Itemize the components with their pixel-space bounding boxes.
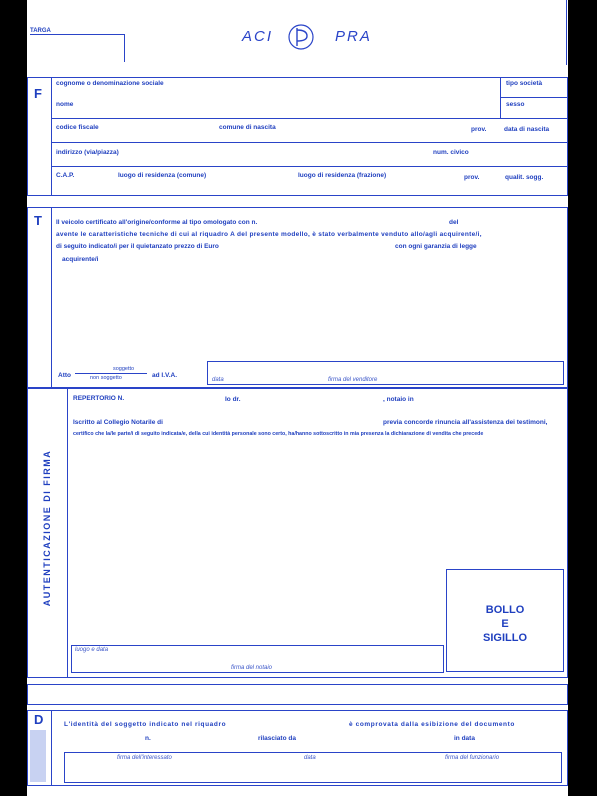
side-stamp-strip <box>30 730 46 782</box>
d-n-label: n. <box>145 735 151 742</box>
qualit-sogg-label: qualit. sogg. <box>505 174 544 181</box>
firma-venditore-label: firma del venditore <box>328 377 378 383</box>
indirizzo-label: indirizzo (via/piazza) <box>56 149 119 156</box>
nome-label: nome <box>56 101 74 108</box>
non-soggetto-label: non soggetto <box>90 375 122 381</box>
sigillo-text: SIGILLO <box>483 632 527 644</box>
in-data-label: in data <box>454 735 475 742</box>
auth-section-divider <box>67 388 68 678</box>
t-line3-right: con ogni garanzia di legge <box>395 243 477 250</box>
certifico-label: certifico che la/le parte/i di seguito indicata/e, della cui identità personale sono certo, ha/hanno sottoscritto in mia presenza la dichiarazione di vendita che precede <box>73 431 484 437</box>
io-dr-label: Io dr. <box>225 396 241 403</box>
t-line2: avente le caratteristiche tecniche di cui al riquadro A del presente modello, è stato verbalmente venduto allo/agli acquirente/i, <box>56 231 482 238</box>
firma-notaio-label: firma del notaio <box>231 665 273 671</box>
section-f-letter: F <box>34 86 42 101</box>
targa-box-right <box>124 34 125 62</box>
rilasciato-label: rilasciato da <box>258 735 296 742</box>
bollo-sigillo-text <box>446 603 564 645</box>
previa-label: previa concorde rinuncia all'assistenza dei testimoni, <box>383 419 548 426</box>
section-d-divider <box>51 710 52 786</box>
tipo-societa-label: tipo società <box>506 80 543 87</box>
document-page <box>27 0 568 796</box>
repertorio-label: REPERTORIO N. <box>73 395 125 402</box>
ad-iva-label: ad I.V.A. <box>152 372 178 379</box>
notaio-in-label: , notaio in <box>383 396 414 403</box>
blank-row-box <box>27 684 568 705</box>
iscritto-label: Iscritto al Collegio Notarile di <box>73 419 163 426</box>
d-data-label: data <box>304 755 316 761</box>
atto-label: Atto <box>58 372 71 379</box>
venditore-signature-box <box>207 361 564 385</box>
targa-label: TARGA <box>30 28 51 34</box>
auth-vertical-label: AUTENTICAZIONE DI FIRMA <box>42 449 52 607</box>
section-f-divider <box>51 77 52 196</box>
f-row-line-1 <box>51 118 568 119</box>
luogo-frazione-label: luogo di residenza (frazione) <box>298 172 387 179</box>
f-col-line-2 <box>500 97 568 98</box>
cognome-label: cognome o denominazione sociale <box>56 80 164 87</box>
atto-fraction-line <box>75 373 147 374</box>
data-nascita-label: data di nascita <box>504 126 550 133</box>
section-d-letter: D <box>34 712 44 727</box>
codice-fiscale-label: codice fiscale <box>56 124 99 131</box>
t-data-label: data <box>212 377 224 383</box>
luogo-data-label: luogo e data <box>75 647 109 653</box>
t-acquirente: acquirente/i <box>62 256 99 263</box>
cap-label: C.A.P. <box>56 172 75 179</box>
logo-pra: PRA <box>335 28 372 45</box>
bollo-text: BOLLO <box>485 604 525 616</box>
prov2-label: prov. <box>464 174 480 181</box>
e-text: E <box>501 618 509 630</box>
logo-aci: ACI <box>242 28 274 45</box>
identita-label: L'identità del soggetto indicato nel riquadro <box>64 721 227 728</box>
t-line1-del: del <box>449 219 459 226</box>
firma-interessato-label: firma dell'interessato <box>117 755 172 761</box>
comprovata-label: è comprovata dalla esibizione del documento <box>349 721 515 728</box>
num-civico-label: num. civico <box>433 149 469 156</box>
prov-label: prov. <box>471 126 487 133</box>
section-t-letter: T <box>34 213 42 228</box>
luogo-comune-label: luogo di residenza (comune) <box>118 172 207 179</box>
t-line3: di seguito indicato/i per il quietanzato prezzo di Euro <box>56 243 219 250</box>
section-t-divider <box>51 207 52 388</box>
sesso-label: sesso <box>506 101 525 108</box>
soggetto-label: soggetto <box>113 366 135 372</box>
comune-nascita-label: comune di nascita <box>219 124 276 131</box>
logo-emblem-icon <box>285 22 319 57</box>
f-row-line-3 <box>51 166 568 167</box>
targa-underline <box>30 34 125 35</box>
f-row-line-2 <box>51 142 568 143</box>
t-line1: Il veicolo certificato all'origine/conforme al tipo omologato con n. <box>56 219 258 226</box>
firma-funzionario-label: firma del funzionario <box>445 755 500 761</box>
header-right-border <box>566 0 567 65</box>
